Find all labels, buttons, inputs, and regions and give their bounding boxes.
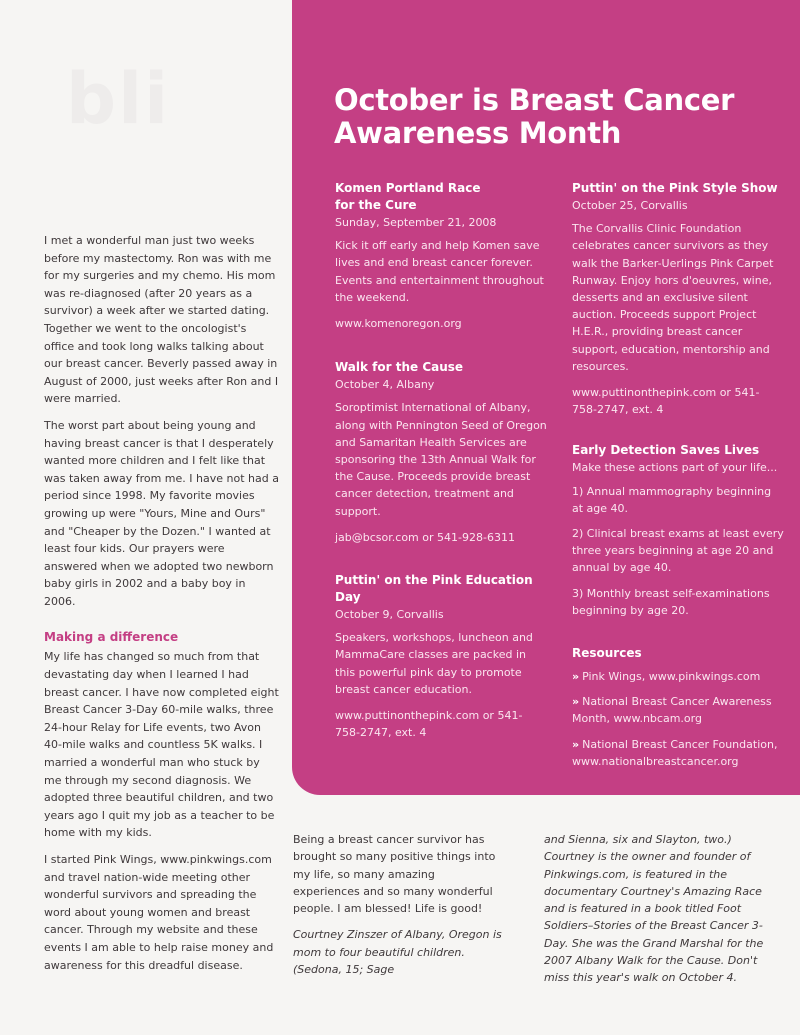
- event-description: Speakers, workshops, luncheon and MammaCare classes are packed in this powerful pink day to promote breast cancer education.: [335, 631, 533, 696]
- story-paragraph: I met a wonderful man just two weeks before my mastectomy. Ron was with me for my surgeries and my chemo. His mom was re-diagnosed (after 20 years as a survivor) a week after we started dating. Together we went to the oncologist's office and took long walks talking about our breast cancer. Beverly passed away in August of 2000, just weeks after Ron and I were married.: [44, 234, 279, 406]
- resources-title: Resources: [572, 646, 642, 661]
- event-date: October 9, Corvallis: [335, 608, 444, 622]
- event-education-day: [335, 572, 547, 741]
- story-paragraph: Being a breast cancer survivor has brought so many positive things into my life, so many amazing experiences and so many wonderful people. I am blessed! Life is good!: [293, 833, 496, 916]
- double-chevron-icon: »: [572, 670, 580, 684]
- event-description: Soroptimist International of Albany, along with Pennington Seed of Oregon and Samaritan Health Services are sponsoring the 13th Annual Walk for the Cause. Proceeds provide breast cancer detection, treatment and support.: [335, 401, 547, 518]
- early-detection-item: 1) Annual mammography beginning at age 40.: [572, 484, 772, 515]
- event-description: Kick it off early and help Komen save lives and end breast cancer forever. Events and entertainment throughout the weekend.: [335, 239, 544, 304]
- resource-text: National Breast Cancer Foundation, www.nationalbreastcancer.org: [572, 737, 778, 768]
- early-detection-intro: Make these actions part of your life...: [572, 461, 778, 475]
- event-date: October 25, Corvallis: [572, 199, 688, 212]
- resource-item: [572, 736, 784, 770]
- event-contact: www.komenoregon.org: [335, 317, 462, 331]
- author-bio-part-2: and Sienna, six and Slayton, two.) Courtney is the owner and founder of Pinkwings.com, is featured in the documentary Courtney's Amazing Race and is featured in a book titled Foot Soldiers–Stories of the Breast Cancer 3-Day. She was the Grand Marshal for the 2007 Albany Walk for the Cause. Don't miss this year's walk on October 4.: [544, 833, 764, 985]
- story-paragraph: My life has changed so much from that devastating day when I learned I had breast cancer. I have now completed eight Breast Cancer 3-Day 60-mile walks, three 24-hour Relay for Life events, two Avon 40-mile walks and countless 5K walks. I married a wonderful man who stuck by me through my second diagnosis. We adopted three beautiful children, and two years ago I quit my job as a teacher to be home with my kids.: [44, 650, 279, 840]
- early-detection-section: [572, 442, 784, 619]
- event-walk-for-cause: [335, 359, 547, 546]
- event-title: Puttin' on the Pink Education Day: [335, 573, 533, 605]
- events-column-left: [335, 180, 547, 751]
- story-column-left: [44, 232, 280, 983]
- story-paragraph: I started Pink Wings, www.pinkwings.com and travel nation-wide meeting other wonderful survivors and spreading the word about young women and breast cancer. Through my website and these events I am able to help raise money and awareness for this dreadful disease.: [44, 853, 274, 972]
- resource-item: [572, 693, 784, 727]
- double-chevron-icon: »: [572, 737, 580, 751]
- author-bio-part-1: Courtney Zinszer of Albany, Oregon is mom to four beautiful children. (Sedona, 15; Sage: [293, 928, 502, 977]
- event-style-show: [572, 180, 784, 418]
- story-column-right: [544, 831, 766, 996]
- event-date: October 4, Albany: [335, 378, 435, 392]
- event-title: Komen Portland Race for the Cure: [335, 181, 481, 212]
- section-heading: Making a difference: [44, 630, 179, 645]
- event-contact: www.puttinonthepink.com or 541-758-2747, ext. 4: [335, 709, 523, 740]
- event-contact: jab@bcsor.com or 541-928-6311: [335, 530, 515, 544]
- event-date: Sunday, September 21, 2008: [335, 216, 497, 229]
- story-column-middle: [293, 831, 505, 987]
- story-paragraph: The worst part about being young and having breast cancer is that I desperately wanted more children and I felt like that was taken away from me. I have not had a period since 1998. My favorite movies growing up were "Yours, Mine and Ours" and "Cheaper by the Dozen." I wanted at least four kids. Our prayers were answered when we adopted two newborn baby girls in 2002 and a baby boy in 2006.: [44, 418, 279, 608]
- resource-text: National Breast Cancer Awareness Month, www.nbcam.org: [572, 695, 772, 726]
- event-komen-race: [335, 180, 547, 332]
- event-title: Walk for the Cause: [335, 360, 464, 375]
- early-detection-title: Early Detection Saves Lives: [572, 443, 760, 458]
- resources-section: [572, 645, 784, 770]
- early-detection-item: 3) Monthly breast self-examinations beginning by age 20.: [572, 586, 770, 617]
- event-title: Puttin' on the Pink Style Show: [572, 181, 778, 195]
- event-description: The Corvallis Clinic Foundation celebrates cancer survivors as they walk the Barker-Uerlings Pink Carpet Runway. Enjoy hors d'oeuvres, wine, desserts and an exclusive silent auction. Proceeds support Project H.E.R., providing breast cancer support, education, mentorship and resources.: [572, 222, 774, 373]
- double-chevron-icon: »: [572, 695, 580, 709]
- resource-item: [572, 668, 784, 685]
- resource-text: Pink Wings, www.pinkwings.com: [582, 670, 761, 684]
- background-watermark-text: bli: [66, 58, 171, 140]
- early-detection-item: 2) Clinical breast exams at least every three years beginning at age 20 and annual by age 40.: [572, 527, 784, 575]
- event-contact: www.puttinonthepink.com or 541-758-2747, ext. 4: [572, 386, 760, 417]
- events-column-right: [572, 180, 784, 780]
- panel-headline: October is Breast Cancer Awareness Month: [334, 83, 735, 150]
